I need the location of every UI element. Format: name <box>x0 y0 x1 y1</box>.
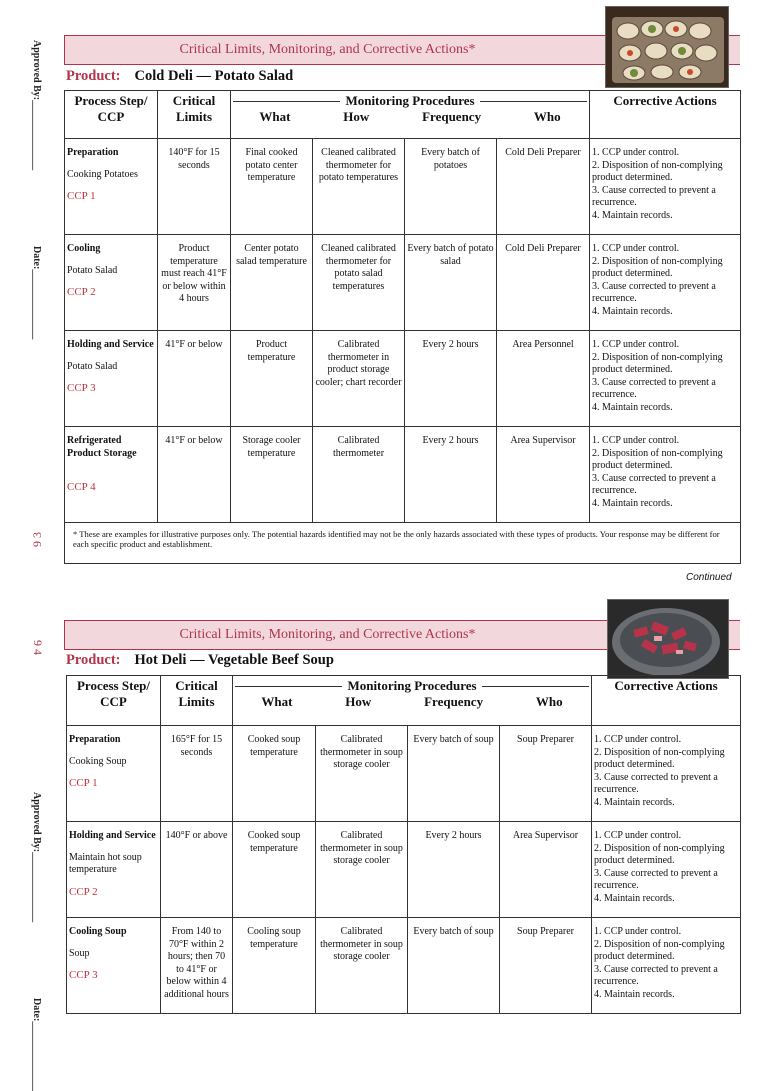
critical-limits-cell: 41°F or below <box>158 427 231 523</box>
step-name: Cooling Soup <box>69 926 127 937</box>
step-name: Preparation <box>69 734 121 745</box>
date-line: Date:______________ <box>31 246 42 340</box>
step-item: Cooking Potatoes <box>67 168 138 180</box>
step-item: Potato Salad <box>67 360 118 372</box>
product-line <box>66 68 293 85</box>
monitor-frequency-cell: Every batch of soup <box>408 918 500 1014</box>
ccp-table-2 <box>66 675 741 1014</box>
corrective-action-item: 1. CCP under control. <box>592 339 680 350</box>
header-monitoring <box>231 91 590 139</box>
process-step-cell <box>65 331 158 427</box>
header-what-2: What <box>261 694 293 709</box>
corrective-action-item: 4. Maintain records. <box>592 497 673 509</box>
corrective-action-item: 1. CCP under control. <box>592 243 680 254</box>
process-step-cell <box>67 726 161 822</box>
monitoring-title-2: Monitoring Procedures <box>347 678 477 693</box>
header-who: Who <box>533 109 561 124</box>
table-row <box>67 726 741 822</box>
corrective-action-item: 2. Disposition of non-complying product determined. <box>592 159 723 184</box>
page-number-bottom: 9 4 <box>31 640 45 655</box>
corrective-action-item: 3. Cause corrected to prevent a recurrence. <box>592 472 716 497</box>
monitor-frequency-cell: Every batch of soup <box>408 726 500 822</box>
continued-label: Continued <box>686 572 732 583</box>
corrective-action-item: 1. CCP under control. <box>592 147 680 158</box>
pot-of-beef-photo <box>607 599 729 679</box>
corrective-actions-list <box>594 734 738 810</box>
monitor-what-cell: Center potato salad temperature <box>231 235 313 331</box>
step-name: Preparation <box>67 147 119 158</box>
step-name: Holding and Service <box>67 339 154 350</box>
header-how-2: How <box>345 694 372 709</box>
critical-limits-cell: 41°F or below <box>158 331 231 427</box>
monitor-what-cell: Cooked soup temperature <box>233 726 316 822</box>
corrective-action-item: 2. Disposition of non-complying product determined. <box>594 938 725 963</box>
tray-of-deli-salads-photo <box>605 6 729 88</box>
header-monitoring-2 <box>233 676 592 726</box>
monitor-how-cell: Calibrated thermometer in product storage cooler; chart recorder <box>313 331 405 427</box>
corrective-action-item: 2. Disposition of non-complying product determined. <box>594 842 725 867</box>
monitor-what-cell: Cooling soup temperature <box>233 918 316 1014</box>
corrective-actions-list <box>592 243 738 319</box>
monitor-how-cell: Cleaned calibrated thermometer for potato salad temperatures <box>313 235 405 331</box>
ccp-label: CCP 2 <box>67 286 96 299</box>
corrective-actions-list <box>594 926 738 1002</box>
corrective-action-item: 4. Maintain records. <box>592 209 673 221</box>
corrective-actions-list <box>592 435 738 511</box>
corrective-action-item: 1. CCP under control. <box>594 734 682 745</box>
ccp-label: CCP 3 <box>67 382 96 395</box>
corrective-action-item: 3. Cause corrected to prevent a recurrence. <box>594 963 718 988</box>
process-step-cell <box>65 139 158 235</box>
corrective-actions-cell <box>590 235 741 331</box>
corrective-action-item: 2. Disposition of non-complying product determined. <box>592 351 723 376</box>
corrective-actions-list <box>594 830 738 906</box>
monitor-how-cell: Calibrated thermometer in soup storage cooler <box>316 822 408 918</box>
monitor-frequency-cell: Every 2 hours <box>405 331 497 427</box>
footnote: * These are examples for illustrative purposes only. The potential hazards identified may not be the only hazards associated with these types of products. Your response may be different for each specific product and establishment. <box>65 523 741 564</box>
step-item: Maintain hot soup temperature <box>69 851 142 876</box>
monitor-who-cell: Area Supervisor <box>497 427 590 523</box>
monitor-who-cell: Area Supervisor <box>500 822 592 918</box>
corrective-actions-cell <box>590 139 741 235</box>
corrective-action-item: 3. Cause corrected to prevent a recurrence. <box>592 376 716 401</box>
monitor-how-cell: Calibrated thermometer <box>313 427 405 523</box>
process-step-cell <box>67 918 161 1014</box>
header-corrective-actions: Corrective Actions <box>590 91 741 139</box>
header-what: What <box>259 109 291 124</box>
process-step-cell <box>65 427 158 523</box>
corrective-action-item: 3. Cause corrected to prevent a recurrence. <box>594 867 718 892</box>
corrective-action-item: 2. Disposition of non-complying product determined. <box>592 447 723 472</box>
monitor-frequency-cell: Every 2 hours <box>408 822 500 918</box>
approved-by-line: Approved By:______________ <box>31 40 42 171</box>
critical-limits-cell: 165°F for 15 seconds <box>161 726 233 822</box>
monitor-how-cell: Cleaned calibrated thermometer for potato temperatures <box>313 139 405 235</box>
ccp-label: CCP 3 <box>69 969 98 982</box>
monitor-frequency-cell: Every batch of potatoes <box>405 139 497 235</box>
corrective-action-item: 3. Cause corrected to prevent a recurrence. <box>594 771 718 796</box>
header-process-step-2: Process Step/ CCP <box>67 676 161 726</box>
corrective-action-item: 1. CCP under control. <box>594 830 682 841</box>
product-name: Cold Deli — Potato Salad <box>134 68 294 84</box>
corrective-action-item: 1. CCP under control. <box>592 435 680 446</box>
product-label-2: Product: <box>66 652 121 668</box>
corrective-action-item: 4. Maintain records. <box>594 988 675 1000</box>
header-frequency: Frequency <box>422 109 482 124</box>
process-step-cell <box>67 822 161 918</box>
corrective-actions-cell <box>592 822 741 918</box>
header-process-step: Process Step/ CCP <box>65 91 158 139</box>
monitor-how-cell: Calibrated thermometer in soup storage cooler <box>316 918 408 1014</box>
monitor-frequency-cell: Every 2 hours <box>405 427 497 523</box>
table-row <box>65 139 741 235</box>
corrective-action-item: 4. Maintain records. <box>594 892 675 904</box>
header-critical-limits: Critical Limits <box>158 91 231 139</box>
ccp-table <box>64 90 741 564</box>
product-line-2 <box>66 652 334 669</box>
header-who-2: Who <box>535 694 563 709</box>
date-line-2: Date:______________ <box>31 998 42 1091</box>
corrective-action-item: 3. Cause corrected to prevent a recurrence. <box>592 280 716 305</box>
corrective-action-item: 1. CCP under control. <box>594 926 682 937</box>
corrective-actions-cell <box>592 726 741 822</box>
page-number-top: 9 3 <box>30 532 44 547</box>
ccp-label: CCP 2 <box>69 885 98 898</box>
ccp-label: CCP 4 <box>67 481 96 494</box>
header-how: How <box>343 109 370 124</box>
step-name: Holding and Service <box>69 830 156 841</box>
corrective-action-item: 2. Disposition of non-complying product determined. <box>592 255 723 280</box>
table-row <box>65 235 741 331</box>
critical-limits-cell: 140°F or above <box>161 822 233 918</box>
step-item: Cooking Soup <box>69 755 127 767</box>
section-title-2: Critical Limits, Monitoring, and Corrective Actions* <box>179 627 476 642</box>
monitor-who-cell: Soup Preparer <box>500 726 592 822</box>
critical-limits-cell: Product temperature must reach 41°F or below within 4 hours <box>158 235 231 331</box>
monitor-who-cell: Cold Deli Preparer <box>497 235 590 331</box>
critical-limits-cell: From 140 to 70°F within 2 hours; then 70 to 41°F or below within 4 additional hours <box>161 918 233 1014</box>
monitor-what-cell: Product temperature <box>231 331 313 427</box>
section-title: Critical Limits, Monitoring, and Corrective Actions* <box>179 42 476 57</box>
product-label: Product: <box>66 68 121 84</box>
step-name: Cooling <box>67 243 101 254</box>
ccp-label: CCP 1 <box>69 777 98 790</box>
step-item: Potato Salad <box>67 264 118 276</box>
corrective-action-item: 3. Cause corrected to prevent a recurrence. <box>592 184 716 209</box>
header-frequency-2: Frequency <box>424 694 484 709</box>
monitor-what-cell: Storage cooler temperature <box>231 427 313 523</box>
corrective-action-item: 4. Maintain records. <box>592 305 673 317</box>
header-critical-limits-2: Critical Limits <box>161 676 233 726</box>
table-row <box>67 918 741 1014</box>
monitoring-title: Monitoring Procedures <box>345 93 475 108</box>
ccp-label: CCP 1 <box>67 190 96 203</box>
corrective-action-item: 2. Disposition of non-complying product determined. <box>594 746 725 771</box>
monitor-who-cell: Area Personnel <box>497 331 590 427</box>
monitor-frequency-cell: Every batch of potato salad <box>405 235 497 331</box>
monitor-what-cell: Cooked soup temperature <box>233 822 316 918</box>
table-row <box>67 822 741 918</box>
approved-by-line-2: Approved By:______________ <box>31 792 42 923</box>
corrective-actions-cell <box>592 918 741 1014</box>
corrective-action-item: 4. Maintain records. <box>594 796 675 808</box>
step-name: Refrigerated Product Storage <box>67 435 137 459</box>
step-item: Soup <box>69 947 90 959</box>
header-corrective-actions-2: Corrective Actions <box>592 676 741 726</box>
monitor-who-cell: Soup Preparer <box>500 918 592 1014</box>
process-step-cell <box>65 235 158 331</box>
table-row <box>65 427 741 523</box>
table-row <box>65 331 741 427</box>
corrective-actions-cell <box>590 427 741 523</box>
monitor-how-cell: Calibrated thermometer in soup storage cooler <box>316 726 408 822</box>
corrective-actions-cell <box>590 331 741 427</box>
corrective-actions-list <box>592 147 738 223</box>
product-name-2: Hot Deli — Vegetable Beef Soup <box>134 652 334 668</box>
corrective-actions-list <box>592 339 738 415</box>
monitor-what-cell: Final cooked potato center temperature <box>231 139 313 235</box>
monitor-who-cell: Cold Deli Preparer <box>497 139 590 235</box>
critical-limits-cell: 140°F for 15 seconds <box>158 139 231 235</box>
corrective-action-item: 4. Maintain records. <box>592 401 673 413</box>
